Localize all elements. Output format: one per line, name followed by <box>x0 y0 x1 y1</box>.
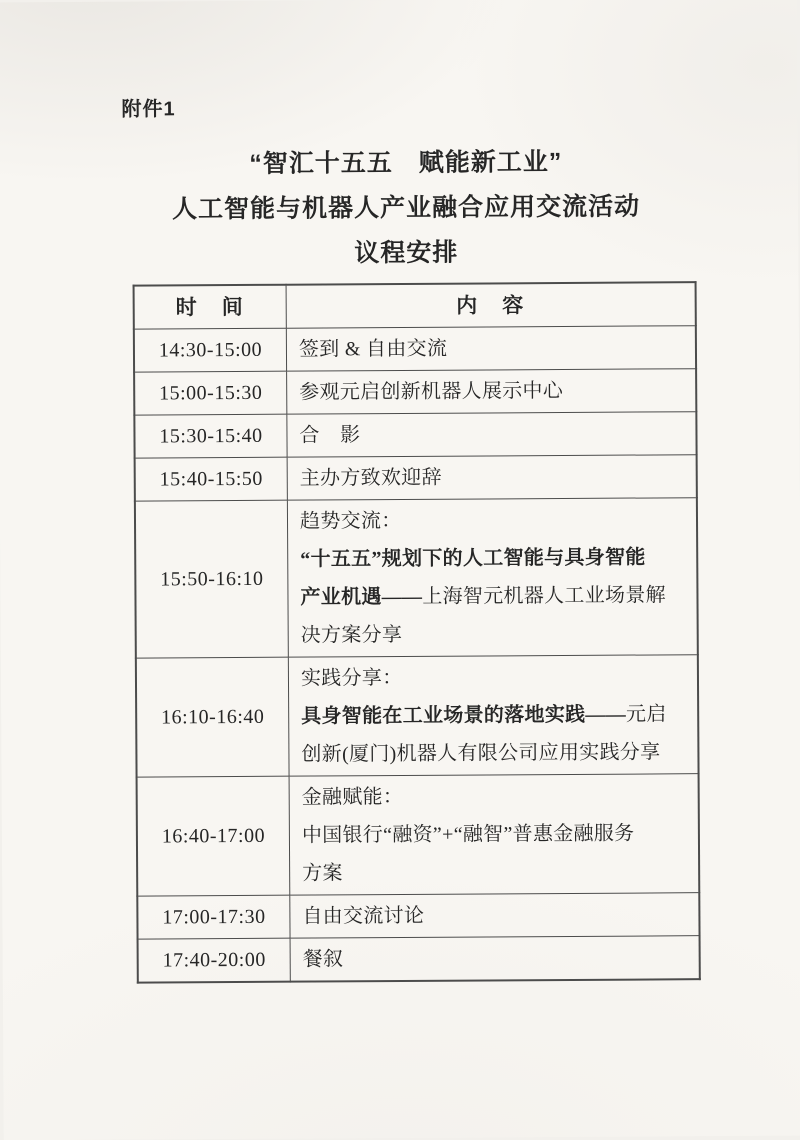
content-line <box>300 538 686 578</box>
time-cell: 15:40-15:50 <box>135 457 288 501</box>
content-line <box>300 500 686 540</box>
table-row <box>136 655 699 777</box>
content-line <box>301 614 687 654</box>
content-cell <box>290 893 700 939</box>
table-row <box>134 326 696 372</box>
content-text: 主办方致欢迎辞 <box>299 466 442 490</box>
time-cell: 16:10-16:40 <box>136 657 289 777</box>
time-cell: 15:50-16:10 <box>135 500 288 658</box>
content-cell <box>287 412 697 458</box>
content-line <box>303 938 689 978</box>
content-text: 创新(厦门)机器人有限公司应用实践分享 <box>301 741 661 766</box>
content-text: 元启 <box>625 703 667 726</box>
content-text-bold: 具身智能在工业场景的落地实践—— <box>301 703 627 728</box>
time-cell: 17:40-20:00 <box>138 938 291 982</box>
content-cell <box>287 455 697 501</box>
content-text: 趋势交流： <box>299 509 402 533</box>
attachment-label: 附件1 <box>121 98 176 121</box>
content-text: 合 影 <box>299 424 361 447</box>
content-line <box>302 814 688 854</box>
content-line <box>301 733 687 773</box>
table-row <box>138 936 700 983</box>
content-text: 实践分享： <box>300 666 403 690</box>
time-cell: 16:40-17:00 <box>137 776 290 896</box>
content-cell <box>288 655 698 776</box>
content-cell <box>287 369 697 415</box>
time-cell: 14:30-15:00 <box>134 328 287 372</box>
content-line <box>299 414 685 454</box>
content-line <box>302 776 688 816</box>
table-row <box>135 498 698 658</box>
content-text: 上海智元机器人工业场景解 <box>422 584 666 608</box>
document-title-block <box>38 139 775 278</box>
time-cell: 15:00-15:30 <box>134 371 287 415</box>
table-row <box>135 455 697 501</box>
title-line-2: 人工智能与机器人产业融合应用交流活动 <box>171 192 641 224</box>
content-text: 方案 <box>302 862 343 885</box>
content-cell <box>290 936 700 982</box>
content-text: 决方案分享 <box>300 623 403 647</box>
content-text-bold: 产业机遇—— <box>300 585 423 609</box>
title-line-3: 议程安排 <box>354 238 459 268</box>
header-content: 内 容 <box>286 282 696 328</box>
content-text: 签到 & 自由交流 <box>298 337 448 361</box>
content-text-bold: “十五五”规划下的人工智能与具身智能 <box>300 546 646 571</box>
content-line <box>300 576 686 616</box>
content-line <box>300 457 686 497</box>
content-text: 参观元启创新机器人展示中心 <box>299 380 564 404</box>
content-cell <box>289 774 699 895</box>
table-row <box>134 412 696 458</box>
content-line <box>299 328 685 368</box>
content-line <box>301 657 687 697</box>
content-text: 餐叙 <box>302 948 344 971</box>
content-line <box>302 852 688 892</box>
content-line <box>299 371 685 411</box>
content-text: 自由交流讨论 <box>302 904 425 928</box>
table-row <box>137 774 700 896</box>
agenda-table <box>133 281 701 983</box>
title-line-1: “智汇十五五 赋能新工业” <box>249 148 563 178</box>
table-row <box>137 893 699 939</box>
content-line <box>301 695 687 735</box>
content-text: 中国银行“融资”+“融智”普惠金融服务 <box>301 822 635 847</box>
content-text: 金融赋能： <box>301 785 404 809</box>
table-row <box>134 369 696 415</box>
content-cell <box>287 498 697 657</box>
table-header-row <box>134 282 696 329</box>
content-cell <box>286 326 696 372</box>
content-line <box>302 895 688 935</box>
time-cell: 17:00-17:30 <box>137 895 290 939</box>
header-time: 时 间 <box>134 285 287 329</box>
time-cell: 15:30-15:40 <box>134 414 287 458</box>
